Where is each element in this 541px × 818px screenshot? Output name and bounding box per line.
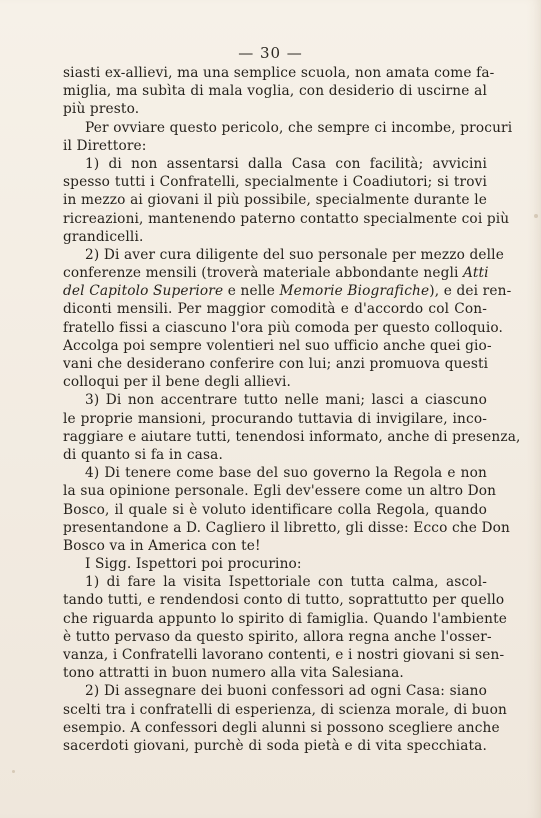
italic-title: Atti — [463, 265, 489, 282]
text-line: fratello fissi a ciascuno l'ora più comoda per questo colloquio. — [63, 319, 504, 336]
text-line: Per ovviare questo pericolo, che sempre ci incombe, procuri — [85, 119, 513, 136]
text-line: Bosco, il quale si è voluto identificare colla Regola, quando — [63, 501, 487, 518]
text-segment: conferenze mensili (troverà materiale abbondante negli — [63, 265, 464, 282]
text-line: I Sigg. Ispettori poi procurino: — [85, 556, 302, 573]
text-line: in mezzo ai giovani il più possibile, specialmente durante le — [63, 192, 487, 209]
text-segment: e nelle — [223, 283, 280, 300]
body-text — [63, 64, 521, 755]
text-line: 1) di fare la visita Ispettoriale con tutta calma, ascol- — [85, 574, 487, 591]
text-line: scelti tra i confratelli di esperienza, di scienza morale, di buon — [63, 701, 507, 718]
text-line: 1) di non assentarsi dalla Casa con facilità; avvicini — [85, 155, 487, 172]
text-line: vani che desiderano conferire con lui; anzi promuova questi — [63, 356, 489, 372]
italic-title: del Capitolo Superiore — [63, 283, 224, 300]
text-line: vanza, i Confratelli lavorano contenti, e i nostri giovani si sen- — [63, 647, 505, 663]
text-line: più presto. — [63, 101, 140, 118]
text-line: raggiare e aiutare tutti, tenendosi informato, anche di presenza, — [63, 428, 521, 445]
text-line: siasti ex-allievi, ma una semplice scuola, non amata come fa- — [63, 65, 495, 81]
text-line: 2) Di assegnare dei buoni confessori ad ogni Casa: siano — [85, 683, 487, 700]
text-line: esempio. A confessori degli alunni si possono scegliere anche — [63, 719, 500, 736]
text-line: Bosco va in America con te! — [63, 537, 261, 554]
text-line: le proprie mansioni, procurando tuttavia di invigilare, inco- — [63, 410, 487, 427]
text-line: tando tutti, e rendendosi conto di tutto, soprattutto per quello — [63, 592, 505, 609]
text-line: miglia, ma subìta di mala voglia, con desiderio di uscirne al — [63, 83, 487, 100]
text-line: colloqui per il bene degli allievi. — [63, 374, 292, 391]
text-line — [63, 282, 512, 300]
text-line: grandicelli. — [63, 228, 144, 245]
text-line: spesso tutti i Confratelli, specialmente i Coadiutori; si trovi — [63, 174, 487, 191]
text-line: 4) Di tenere come base del suo governo la Regola e non — [85, 465, 487, 482]
text-line: è tutto pervaso da questo spirito, allora regna anche l'osser- — [63, 628, 492, 645]
text-line — [63, 264, 487, 282]
paper-speck — [534, 214, 538, 218]
text-line: diconti mensili. Per maggior comodità e d'accordo col Con- — [63, 301, 487, 318]
text-line: 3) Di non accentrare tutto nelle mani; lasci a ciascuno — [85, 392, 487, 409]
text-line: il Direttore: — [63, 137, 147, 154]
text-line: 2) Di aver cura diligente del suo personale per mezzo delle — [85, 246, 504, 263]
paper-speck — [12, 770, 15, 773]
text-line: la sua opinione personale. Egli dev'essere come un altro Don — [63, 483, 497, 500]
text-line: ricreazioni, mantenendo paterno contatto specialmente coi più — [63, 210, 510, 227]
text-segment: ), e dei ren- — [429, 283, 512, 300]
text-line: presentandone a D. Cagliero il libretto, gli disse: Ecco che Don — [63, 519, 510, 536]
text-line: di quanto si fa in casa. — [63, 446, 223, 463]
text-line: tono attratti in buon numero alla vita Salesiana. — [63, 665, 404, 682]
text-line: Accolga poi sempre volentieri nel suo ufficio anche quei gio- — [63, 337, 492, 354]
page-number: — 30 — — [238, 44, 303, 62]
text-line: sacerdoti giovani, purchè di soda pietà e di vita specchiata. — [63, 737, 487, 754]
italic-title: Memorie Biografiche — [279, 283, 430, 300]
text-line: che riguarda appunto lo spirito di famiglia. Quando l'ambiente — [63, 610, 508, 627]
